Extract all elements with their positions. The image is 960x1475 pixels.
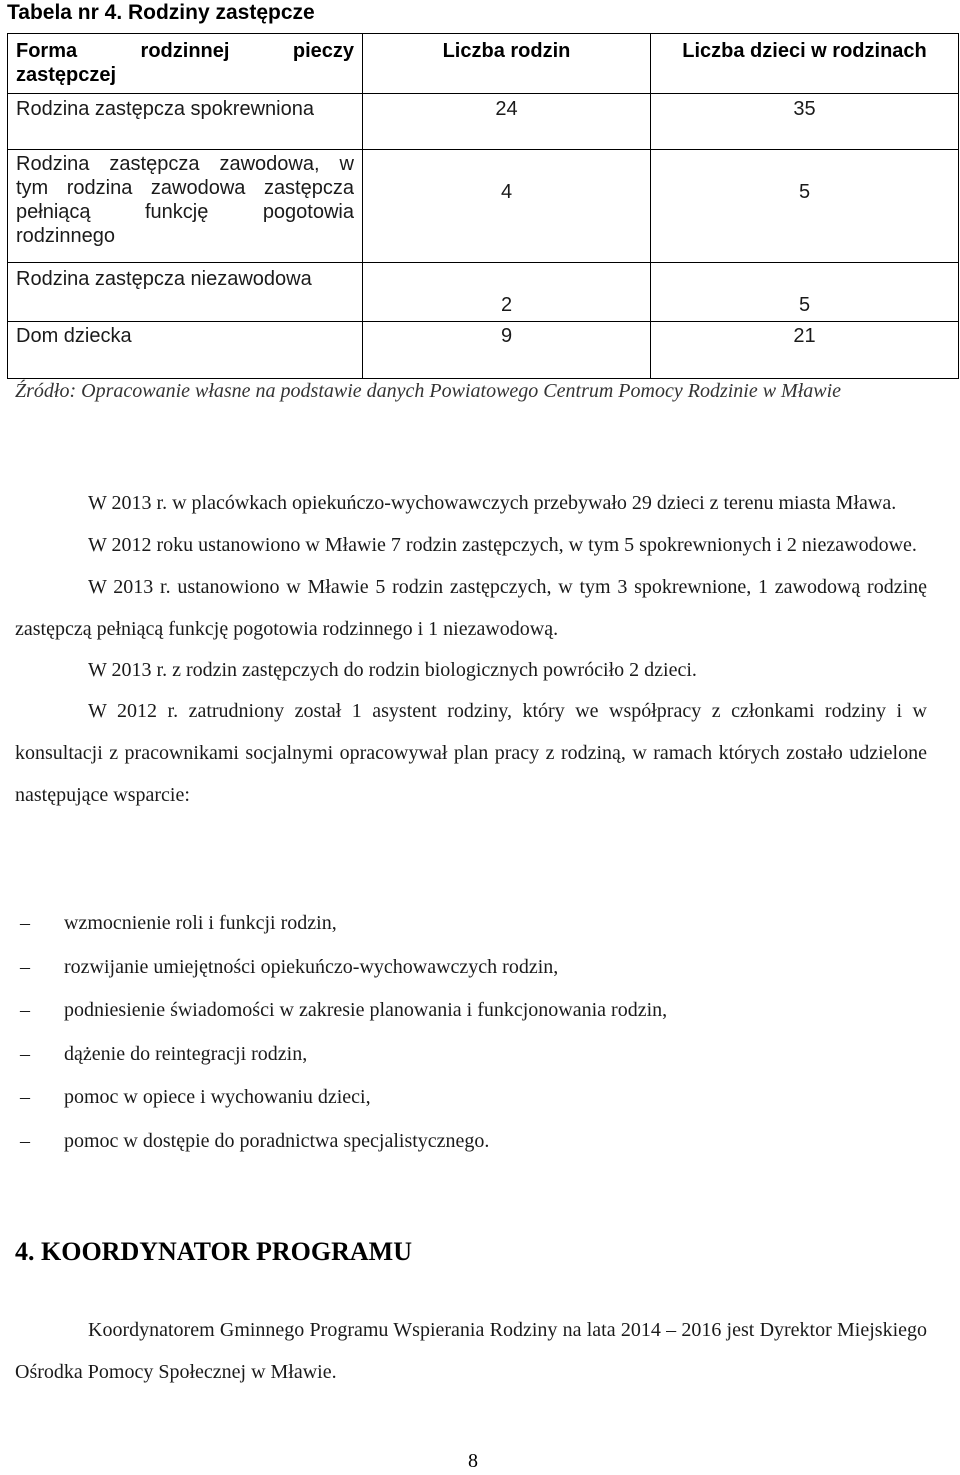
row-label-line: tym rodzina zawodowa zastępcza <box>16 177 354 199</box>
row-children: 21 <box>651 322 959 379</box>
row-children: 5 <box>651 150 959 263</box>
row-label-line: pełniącą funkcję pogotowia <box>16 201 354 223</box>
dash-bullet: – <box>20 1129 30 1152</box>
list-item-text: podniesienie świadomości w zakresie planowania i funkcjonowania rodzin, <box>64 999 668 1021</box>
row-label-line: Rodzina zastępcza zawodowa, w <box>16 153 354 175</box>
body-text <box>15 482 927 816</box>
list-item-text: pomoc w dostępie do poradnictwa specjalistycznego. <box>64 1129 490 1152</box>
row-label-line: Rodzina zastępcza niezawodowa <box>16 268 312 290</box>
table-row <box>8 263 959 322</box>
row-children: 35 <box>651 94 959 150</box>
coordinator-paragraph <box>15 1309 927 1393</box>
row-children: 5 <box>651 263 959 322</box>
list-item <box>20 1033 667 1077</box>
paragraph: W 2013 r. z rodzin zastępczych do rodzin biologicznych powróciło 2 dzieci. <box>88 659 697 681</box>
row-families: 24 <box>363 94 651 150</box>
dash-bullet: – <box>20 1086 30 1108</box>
paragraph: W 2012 roku ustanowiono w Mławie 7 rodzin zastępczych, w tym 5 spokrewnionych i 2 niezawodowe. <box>88 534 917 556</box>
dash-bullet: – <box>20 912 30 934</box>
table-caption: Tabela nr 4. Rodziny zastępcze <box>7 1 315 24</box>
row-label <box>8 94 363 150</box>
header-form-line-2: zastępczej <box>16 64 117 86</box>
row-label-line: Rodzina zastępcza spokrewniona <box>16 98 314 120</box>
row-label-line: rodzinnego <box>16 225 115 247</box>
paragraph: W 2013 r. w placówkach opiekuńczo-wychowawczych przebywało 29 dzieci z terenu miasta Mława. <box>88 492 897 514</box>
header-form-of-care <box>8 34 363 94</box>
header-number-of-families: Liczba rodzin <box>363 34 651 94</box>
row-families: 4 <box>363 150 651 263</box>
row-label <box>8 263 363 322</box>
table-row <box>8 322 959 379</box>
support-list <box>20 902 667 1163</box>
foster-families-table <box>7 33 959 379</box>
list-item <box>20 1120 667 1164</box>
header-form-line-1: Forma rodzinnej pieczy <box>16 40 354 62</box>
paragraph: W 2012 r. zatrudniony został 1 asystent rodziny, który we współpracy z członkami rodziny i w konsultacji z pracownikami socjalnymi opracowywał plan pracy z rodziną, w ramach których zostało udzielone następujące wsparcie: <box>15 700 927 806</box>
page-number: 8 <box>468 1450 478 1472</box>
list-item <box>20 1076 667 1120</box>
row-label <box>8 322 363 379</box>
list-item-text: rozwijanie umiejętności opiekuńczo-wychowawczych rodzin, <box>64 955 559 978</box>
list-item-text: pomoc w opiece i wychowaniu dzieci, <box>64 1086 371 1108</box>
list-item <box>20 902 667 946</box>
paragraph: Koordynatorem Gminnego Programu Wspierania Rodziny na lata 2014 – 2016 jest Dyrektor Miejskiego Ośrodka Pomocy Społecznej w Mławie. <box>15 1319 927 1383</box>
table-source-note: Źródło: Opracowanie własne na podstawie danych Powiatowego Centrum Pomocy Rodzinie w Mławie <box>15 380 842 402</box>
header-number-of-children: Liczba dzieci w rodzinach <box>651 34 959 94</box>
table-header-row <box>8 34 959 94</box>
list-item <box>20 946 667 990</box>
dash-bullet: – <box>20 999 30 1021</box>
table-row <box>8 150 959 263</box>
row-label <box>8 150 363 263</box>
row-families: 9 <box>363 322 651 379</box>
paragraph: W 2013 r. ustanowiono w Mławie 5 rodzin zastępczych, w tym 3 spokrewnione, 1 zawodową rodzinę zastępczą pełniącą funkcję pogotowia rodzinnego i 1 niezawodową. <box>15 576 927 640</box>
row-families: 2 <box>363 263 651 322</box>
list-item <box>20 989 667 1033</box>
dash-bullet: – <box>20 1042 30 1065</box>
row-label-line: Dom dziecka <box>16 325 132 347</box>
table-row <box>8 94 959 150</box>
dash-bullet: – <box>20 955 30 978</box>
list-item-text: dążenie do reintegracji rodzin, <box>64 1042 308 1065</box>
section-heading: 4. KOORDYNATOR PROGRAMU <box>15 1237 412 1266</box>
list-item-text: wzmocnienie roli i funkcji rodzin, <box>64 912 337 934</box>
